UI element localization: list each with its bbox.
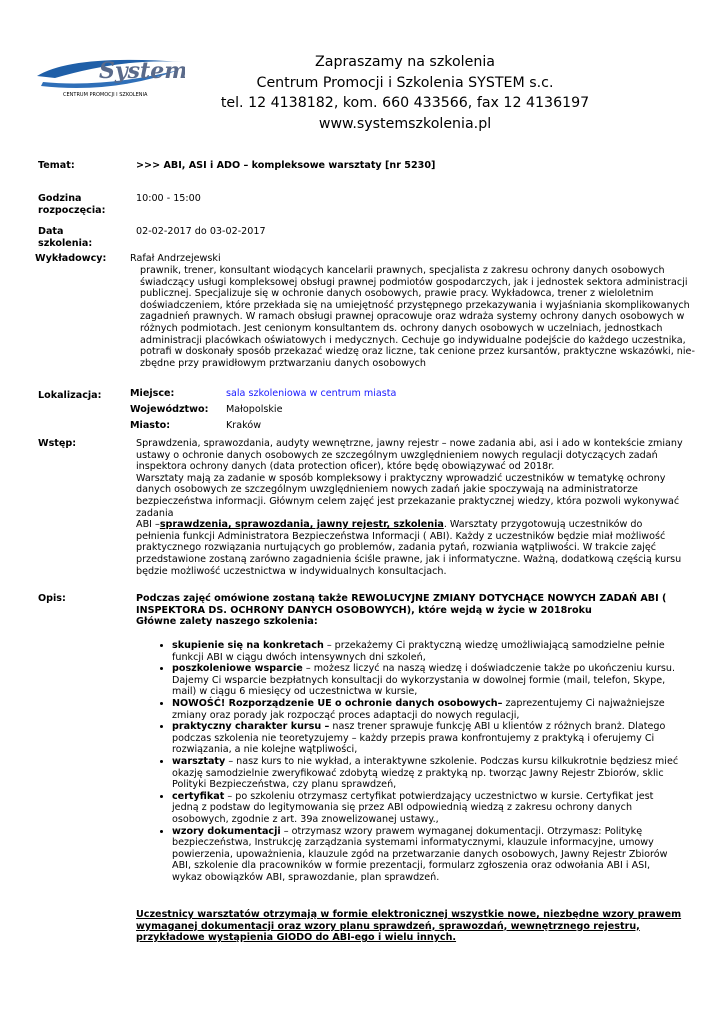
miejsce-label: Miejsce: <box>130 388 175 399</box>
temat-label: Temat: <box>38 160 75 171</box>
footer-line: wymaganej dokumentacji oraz wzory planu sprawdzeń, sprawozdań, wewnętrznego rejestru, <box>136 920 640 932</box>
godzina-label-line-2: rozpoczęcia: <box>38 204 106 216</box>
bio-line: administracji placówkach oświatowych i medycznych. Cechuje go indywidualne podejście do każdego uczestnika, <box>140 334 686 346</box>
opis-intro-line: Główne zalety naszego szkolenia: <box>136 616 318 628</box>
item-bold: certyfikat <box>172 790 225 802</box>
item-text: – przekażemy Ci praktyczną wiedzę umożliwiającą samodzielne pełnie <box>323 640 665 651</box>
company-logo <box>33 48 185 100</box>
miasto-label: Miasto: <box>130 420 171 431</box>
wstep-line: danych osobowych ze szczególnym uwzględnieniem nowych zadań jakie spoczywają na administratorze <box>136 484 638 496</box>
logo-wordmark: System <box>99 58 185 84</box>
item-text: – po szkoleniu otrzymasz certyfikat potwierdzający uczestnictwo w kursie. Certyfikat jest <box>224 790 654 802</box>
opis-intro <box>136 593 696 628</box>
miasto-value: Kraków <box>226 420 262 431</box>
bio-line: publicznej. Specjalizuje się w ochronie danych osobowych, prawie pracy. Wykładowca, trener z wieloletnim <box>140 288 654 300</box>
bio-line: różnych podmiotach. Jest cenionym konsultantem ds. ochrony danych osobowych w uczelniach, jednostkach <box>140 322 663 334</box>
data-label-line-1: Data <box>38 226 64 237</box>
wojewodztwo-label: Województwo: <box>130 404 209 415</box>
item-line: funkcji ABI w ciągu dwóch intensywnych dni szkoleń, <box>172 651 426 663</box>
wykladowcy-label: Wykładowcy: <box>35 253 107 264</box>
advantages-list <box>160 640 707 883</box>
item-text: nasz trener sprawuje funkcję ABI u klientów z różnych branż. Dlatego <box>329 721 666 733</box>
list-item <box>172 640 707 663</box>
opis-footer <box>136 909 706 944</box>
item-line: ABI, szkolenie dla pracowników w formie prezentacji, formularz zgłoszenia oraz odwołania ABI i ASI, <box>172 860 651 872</box>
wstep-line: bezpieczeństwa informacji. Głównym celem zajęć jest przekazanie praktycznej wiedzy, która pozwoli wykonywać <box>136 495 680 507</box>
header-line-4: www.systemszkolenia.pl <box>318 115 492 132</box>
item-line: zmiany oraz porady jak rozpocząć proces adaptacji do nowych regulacji, <box>172 709 520 721</box>
item-line: mail) w ciągu 6 miesięcy od uczestnictwa w kursie, <box>172 686 418 698</box>
opis-label: Opis: <box>38 593 66 604</box>
opis-intro-line: INSPEKTORA DS. OCHRONY DANYCH OSOBOWYCH), które wejdą w życie w 2018roku <box>136 604 592 616</box>
abi-prefix: ABI – <box>136 519 160 531</box>
page-header <box>190 52 620 134</box>
wstep-label: Wstęp: <box>38 438 77 449</box>
godzina-value: 10:00 - 15:00 <box>136 193 201 204</box>
item-line: bezpieczeństwa, Instrukcję zarządzania systemami informatycznymi, klauzule informacyjne, umowy <box>172 837 654 849</box>
logo-subtitle: CENTRUM PROMOCJI I SZKOLENIA <box>63 92 148 98</box>
wstep-line: Warsztaty mają za zadanie w sposób kompleksowy i praktyczny wprowadzić uczestników w tematykę ochrony <box>136 472 666 484</box>
lokalizacja-label: Lokalizacja: <box>38 390 102 401</box>
list-item <box>172 663 707 698</box>
godzina-label <box>38 193 105 216</box>
abi-bold: sprawdzenia, sprawozdania, jawny rejestr, szkolenia <box>159 519 444 531</box>
item-line: Dajemy Ci wsparcie bezpłatnych konsultacji do wykorzystania w dowolnej formie (mail, telefon, Skype, <box>172 674 666 686</box>
abi-rest: . Warsztaty przygotowują uczestników do <box>443 519 643 531</box>
item-text: – możesz liczyć na naszą wiedzę i doświadczenie także po ukończeniu kursu. <box>302 663 676 675</box>
item-line: podczas szkolenia nie teoretyzujemy – każdy przepis prawa konfrontujemy z praktyką i oferujemy Ci <box>172 732 655 744</box>
wstep-text <box>136 438 696 577</box>
wstep-line: ustawy o ochronie danych osobowych ze szczególnym uwzględnieniem nowych regulacji dotyczących zadań <box>136 449 658 461</box>
wstep-line: przedstawione zostaną zarówno zagadnienia ściśle prawne, jak i informatyczne. Ważną, dodatkową częścią kursu <box>136 553 682 565</box>
wstep-line: praktycznego rozwiązania nurtujących go problemów, zadania pytań, rozwiania wątpliwości. W trakcie zajęć <box>136 542 657 554</box>
item-bold: poszkoleniowe wsparcie <box>172 663 303 675</box>
item-bold: NOWOŚĆ! Rozporządzenie UE o ochronie danych osobowych– <box>172 697 503 709</box>
item-line: okazję samodzielnie zweryfikować zdobytą wiedzę z praktyką np. tworząc Jawny Rejestr Zbiorów, sklic <box>172 767 664 779</box>
bio-line: potrafi w doskonały sposób przekazać wiedzę oraz liczne, tak cenione przez kursantów, praktyczne wskazówki, nie- <box>140 346 695 358</box>
wykladowca-bio <box>140 265 700 369</box>
list-item <box>172 756 707 791</box>
data-label <box>38 226 92 249</box>
logo-swoosh-icon <box>33 48 185 100</box>
list-item <box>172 721 707 756</box>
godzina-label-line-1: Godzina <box>38 193 82 204</box>
list-item <box>172 698 707 721</box>
bio-line: zbędne przy prawidłowym prztwarzaniu danych osobowych <box>140 357 426 369</box>
wstep-line: Sprawdzenia, sprawozdania, audyty wewnętrzne, jawny rejestr – nowe zadania abi, asi i ado w kontekście zmiany <box>136 438 683 449</box>
data-label-line-2: szkolenia: <box>38 237 93 249</box>
opis-intro-line: Podczas zajęć omówione zostaną także REWOLUCYJNE ZMIANY DOTYCHĄCE NOWYCH ZADAŃ ABI ( <box>136 593 667 604</box>
wstep-abi-line <box>136 519 696 531</box>
wstep-line: będzie możliwość uczestnictwa w indywidualnych konsultacjach. <box>136 565 447 577</box>
item-bold: wzory dokumentacji <box>172 825 281 837</box>
wykladowca-name: Rafał Andrzejewski <box>130 253 221 264</box>
item-text: – otrzymasz wzory prawem wymaganej dokumentacji. Otrzymasz: Politykę <box>280 825 643 837</box>
item-line: Polityki Bezpieczeństwa, czy planu sprawdzeń, <box>172 779 397 791</box>
list-item <box>172 826 707 884</box>
header-line-2: Centrum Promocji i Szkolenia SYSTEM s.c. <box>256 74 554 91</box>
item-text: zaprezentujemy Ci najważniejsze <box>502 697 665 709</box>
temat-value: >>> ABI, ASI i ADO – kompleksowe warsztaty [nr 5230] <box>136 160 436 171</box>
header-line-1: Zapraszamy na szkolenia <box>315 54 495 70</box>
header-line-3: tel. 12 4138182, kom. 660 433566, fax 12 4136197 <box>220 95 590 111</box>
item-line: wykaz obowiązków ABI, sprawozdanie, plan sprawdzeń. <box>172 871 440 883</box>
data-value: 02-02-2017 do 03-02-2017 <box>136 226 266 237</box>
footer-line: przykładowe wystąpienia GIODO do ABI-ego i wielu innych. <box>136 932 457 944</box>
bio-line: prawnik, trener, konsultant wiodących kancelarii prawnych, specjalista z zakresu ochrony danych osobowych <box>140 265 665 276</box>
bio-line: świadczący usługi kompleksowej obsługi prawnej podmiotów gospodarczych, jak i jednostek sektora administracji <box>140 276 688 288</box>
item-bold: skupienie się na konkretach <box>172 640 324 651</box>
wstep-line: pełnienia funkcji Administratora Bezpieczeństwa Informacji ( ABI). Każdy z uczestników będzie miał możliwość <box>136 530 666 542</box>
bio-line: zagadnień prawnych. W ramach obsługi prawnej opracowuje oraz wdraża systemy ochrony danych osobowych w <box>140 311 685 323</box>
bio-line: doświadczeniem, które przekłada się na umiejętność przystępnego przekazywania i wyjaśniania skomplikowanych <box>140 299 690 311</box>
item-line: rozwiązania, a nie kolejne wątpliwości, <box>172 744 358 756</box>
item-line: powierzenia, upoważnienia, klauzule zgód na przetwarzanie danych osobowych, Jawny Rejestr Zbiorów <box>172 848 668 860</box>
list-item <box>172 791 707 826</box>
item-line: jedną z podstaw do legitymowania się przez ABI odpowiednią wiedzą z zakresu ochrony danych <box>172 802 633 814</box>
footer-line: Uczestnicy warsztatów otrzymają w formie elektronicznej wszystkie nowe, niezbędne wzory prawem <box>136 909 682 920</box>
item-bold: warsztaty <box>172 755 226 767</box>
wojewodztwo-value: Małopolskie <box>226 404 283 415</box>
item-line: osobowych, zgodnie z art. 39a znowelizowanej ustawy., <box>172 813 439 825</box>
item-bold: praktyczny charakter kursu – <box>172 721 330 733</box>
wstep-line: zadania <box>136 507 174 519</box>
wstep-line: inspektora ochrony danych (data protection oficer), które będę obowiązywać od 2018r. <box>136 461 555 473</box>
item-text: – nasz kurs to nie wykład, a interaktywne szkolenie. Podczas kursu kilkukrotnie będziesz mieć <box>225 755 679 767</box>
miejsce-value: sala szkoleniowa w centrum miasta <box>226 388 397 399</box>
